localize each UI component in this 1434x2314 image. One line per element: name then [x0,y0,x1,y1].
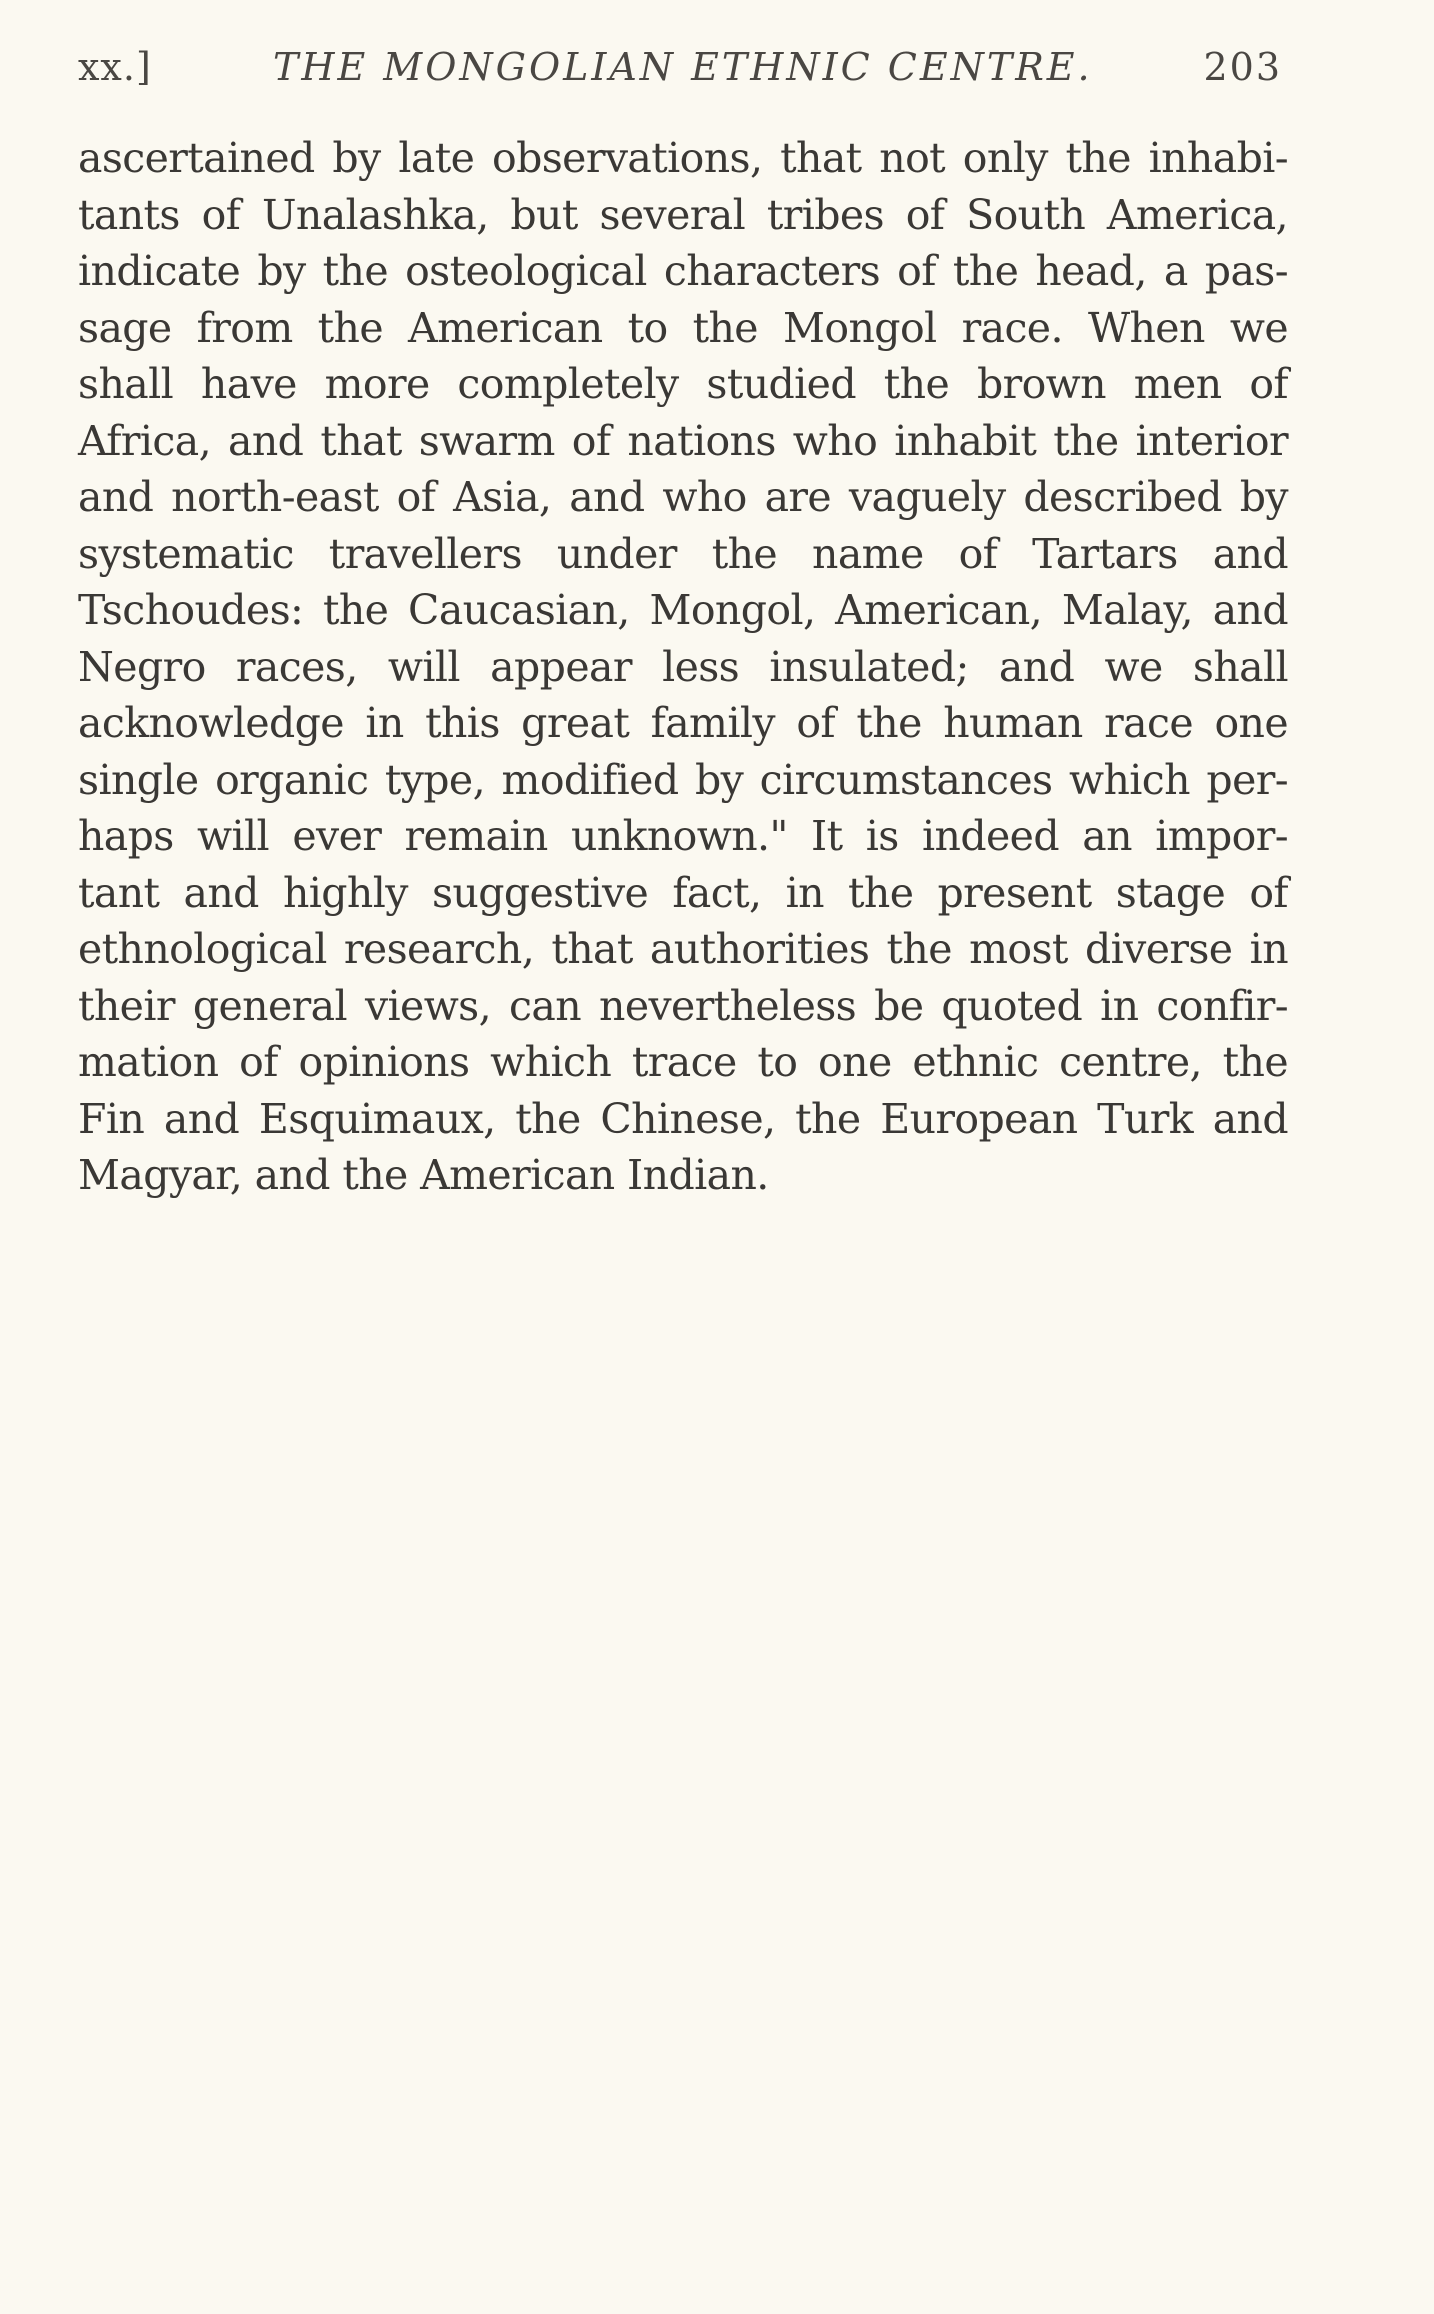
running-head [78,44,1282,90]
text-line: tant and highly suggestive fact, in the present stage of [78,868,1288,917]
text-line: Tschoudes: the Caucasian, Mongol, American, Malay, and [78,586,1288,634]
text-line: Magyar, and the American Indian. [78,1151,769,1199]
text-line: indicate by the osteological characters of the head, a pas- [78,247,1288,295]
text-line: Africa, and that swarm of nations who inhabit the interior [78,416,1288,465]
text-line: ascertained by late observations, that not only the inhabi- [78,134,1288,182]
text-line: their general views, can nevertheless be quoted in confir- [78,981,1288,1030]
text-line: and north-east of Asia, and who are vaguely described by [78,473,1288,521]
text-line: Negro races, will appear less insulated; and we shall [78,642,1288,691]
text-line: ethnological research, that authorities the most diverse in [78,925,1288,973]
text-line: mation of opinions which trace to one ethnic centre, the [78,1038,1288,1086]
text-line: sage from the American to the Mongol race. When we [78,303,1288,352]
text-line: systematic travellers under the name of Tartars and [78,529,1288,578]
chapter-number: xx.] [78,45,152,89]
text-line: shall have more completely studied the brown men of [78,360,1288,408]
running-title: THE MONGOLIAN ETHNIC CENTRE. [273,45,1093,89]
text-line: tants of Unalashka, but several tribes of South America, [78,190,1288,239]
page-number: 203 [1203,45,1282,89]
text-line: single organic type, modified by circumstances which per- [78,755,1288,804]
text-line: haps will ever remain unknown." It is indeed an impor- [78,812,1288,860]
text-line: Fin and Esquimaux, the Chinese, the European Turk and [78,1094,1288,1143]
body-paragraph [78,130,1288,1204]
text-line: acknowledge in this great family of the human race one [78,699,1288,747]
